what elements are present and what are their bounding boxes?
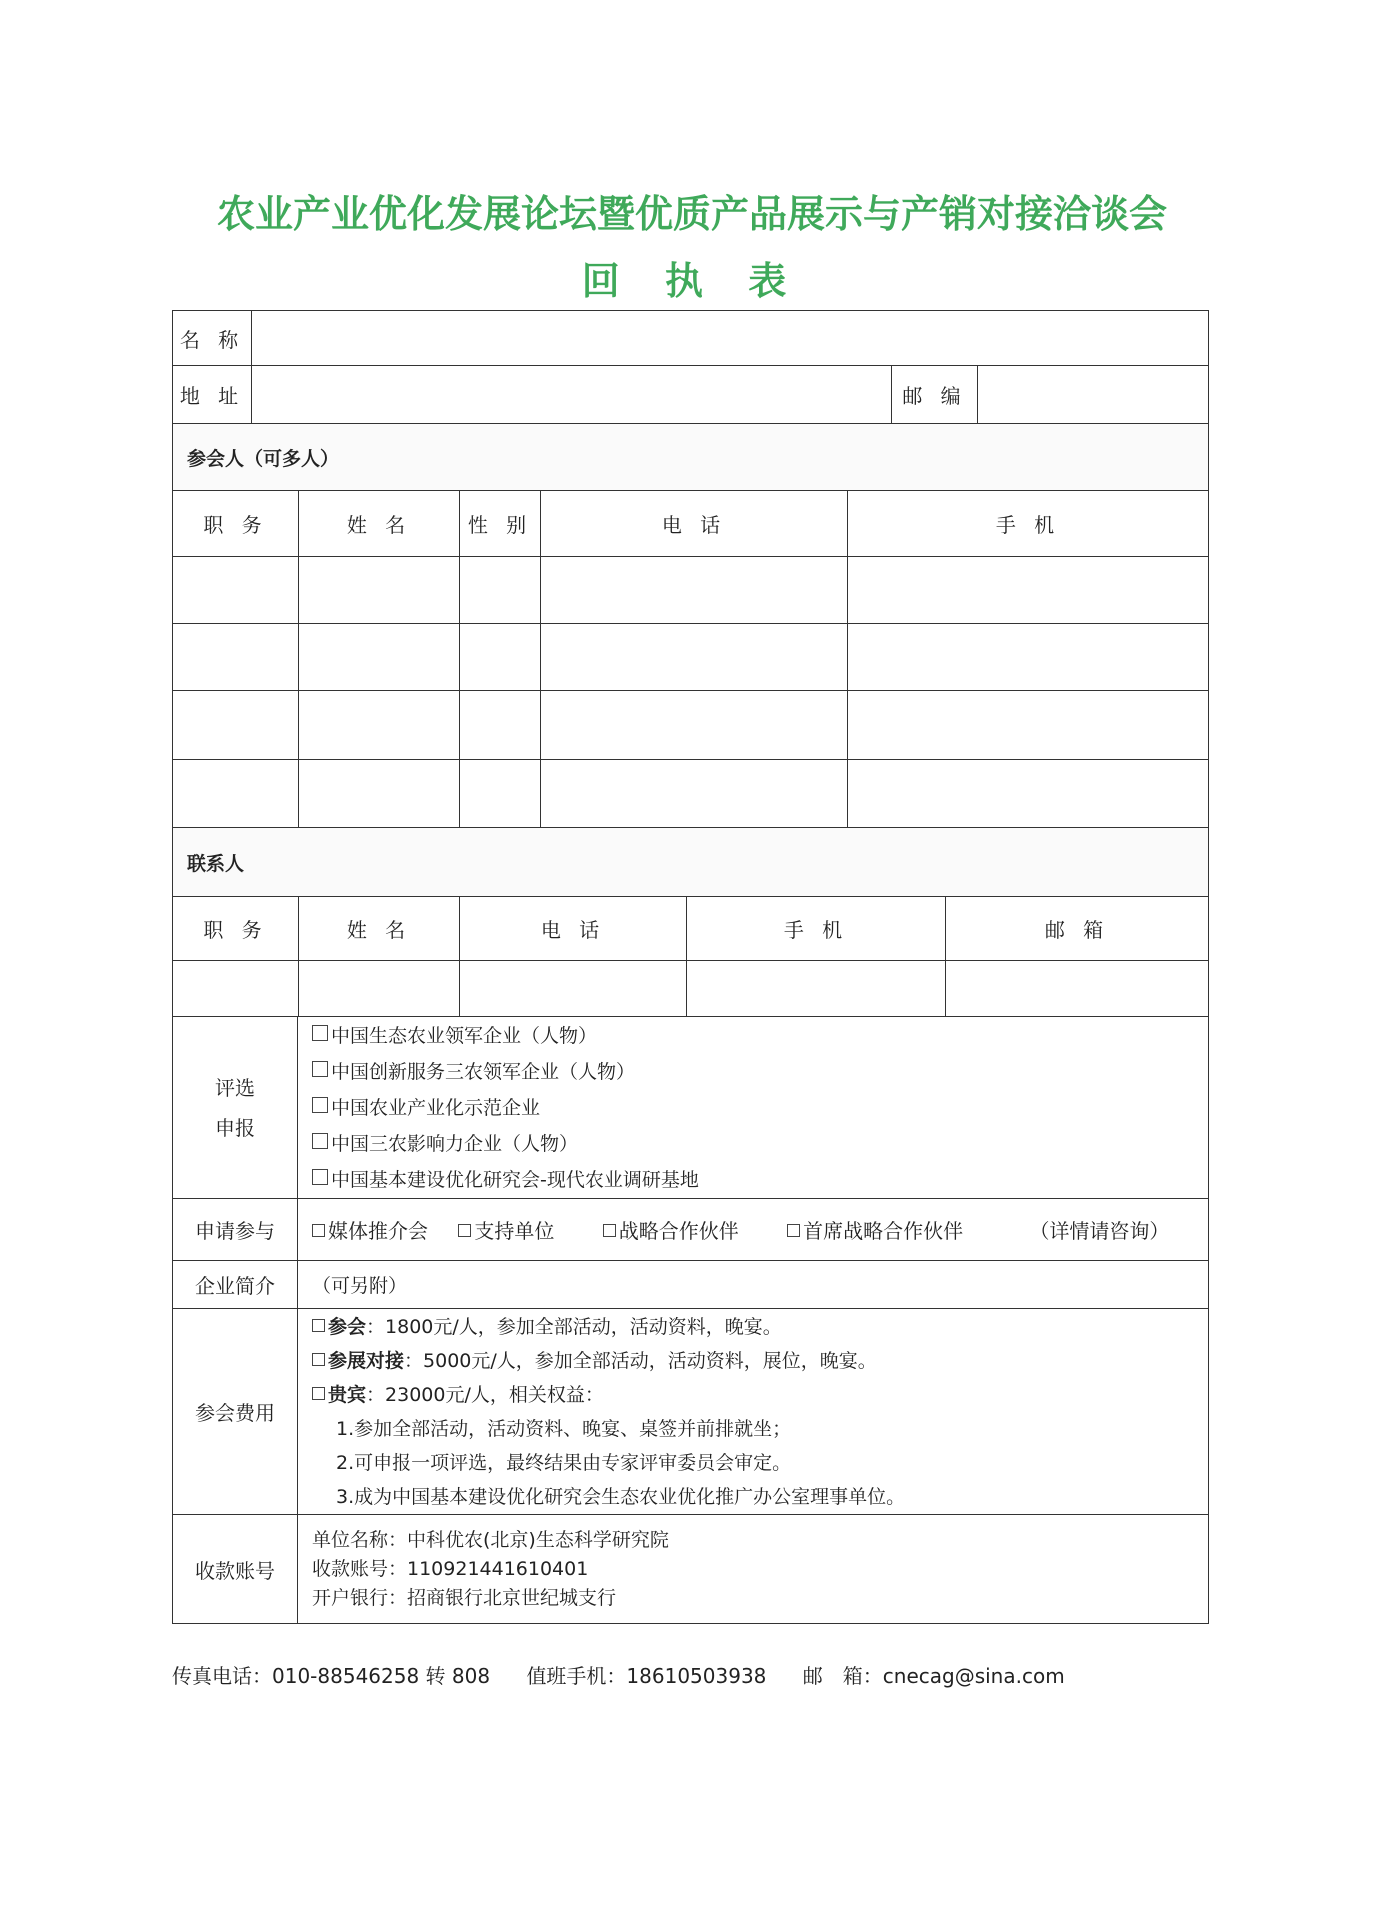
apply-option-label: 媒体推介会 [328,1219,428,1243]
attendee-header-gender: 性 别 [460,491,541,557]
selection-option-label: 中国三农影响力企业（人物） [331,1132,579,1155]
apply-note: （详情请咨询） [1029,1219,1170,1243]
attendee-phone-cell[interactable] [541,624,848,691]
attendee-name-cell[interactable] [299,691,460,760]
checkbox-icon[interactable] [312,1224,325,1237]
account-line: 开户银行：招商银行北京世纪城支行 [312,1586,617,1609]
fee-item-name: 参展对接 [328,1349,405,1372]
contact-row [173,961,1209,1017]
checkbox-icon[interactable] [787,1224,800,1237]
address-label: 地 址 [173,366,252,424]
attendee-phone-cell[interactable] [541,691,848,760]
checkbox-icon[interactable] [603,1224,616,1237]
footer-contact [172,1660,1095,1689]
attendee-name-cell[interactable] [299,624,460,691]
attendee-phone-cell[interactable] [541,557,848,624]
selection-option-label: 中国创新服务三农领军企业（人物） [331,1060,636,1083]
form-subtitle: 回 执 表 [581,258,803,303]
org-info-table [172,310,1209,424]
fees-details [298,1309,1209,1515]
postcode-label: 邮 编 [892,366,978,424]
fee-item-name: 贵宾 [328,1383,367,1406]
attendee-mobile-cell[interactable] [848,691,1209,760]
apply-label: 申请参与 [173,1199,298,1261]
selection-option[interactable] [298,1018,1208,1054]
attendee-position-cell[interactable] [173,760,299,828]
attendee-gender-cell[interactable] [460,557,541,624]
fee-item[interactable] [298,1310,1208,1344]
checkbox-icon[interactable] [458,1224,471,1237]
attendee-gender-cell[interactable] [460,760,541,828]
apply-option-label: 首席战略合作伙伴 [803,1219,964,1243]
attendee-gender-cell[interactable] [460,691,541,760]
attendee-mobile-cell[interactable] [848,624,1209,691]
name-label: 名 称 [173,311,252,366]
fax-number: 传真电话：010-88546258 转 808 [172,1664,491,1688]
selection-option[interactable] [298,1090,1208,1126]
apply-option[interactable] [787,1215,1023,1244]
selection-option[interactable] [298,1054,1208,1090]
contact-email: 邮 箱：cnecag@sina.com [802,1664,1065,1688]
attendee-header-phone: 电 话 [541,491,848,557]
attendee-position-cell[interactable] [173,624,299,691]
contact-header-name: 姓 名 [299,897,460,961]
attendee-name-cell[interactable] [299,760,460,828]
attendee-row [173,624,1209,691]
checkbox-icon[interactable] [312,1353,325,1366]
selection-label [173,1017,298,1199]
fee-benefit: 2.可申报一项评选，最终结果由专家评审委员会审定。 [336,1451,792,1474]
attendee-row [173,557,1209,624]
address-field[interactable] [252,366,892,424]
contact-section-label: 联系人 [173,828,1209,897]
attendee-mobile-cell[interactable] [848,557,1209,624]
selection-label-line2: 申报 [215,1115,255,1140]
apply-option[interactable] [603,1215,781,1244]
contact-header-position: 职 务 [173,897,299,961]
contact-name-cell[interactable] [299,961,460,1017]
selection-options [298,1017,1209,1199]
checkbox-icon[interactable] [312,1133,328,1149]
contact-header-mobile: 手 机 [687,897,946,961]
form-title: 农业产业优化发展论坛暨优质产品展示与产销对接洽谈会 [216,191,1167,236]
attendee-phone-cell[interactable] [541,760,848,828]
attendee-header-mobile: 手 机 [848,491,1209,557]
fee-item-text: ：1800元/人，参加全部活动，活动资料，晚宴。 [366,1315,782,1338]
intro-note[interactable]: （可另附） [298,1261,1209,1309]
apply-option-label: 支持单位 [474,1219,555,1243]
checkbox-icon[interactable] [312,1169,328,1185]
fee-benefit: 1.参加全部活动，活动资料、晚宴、桌签并前排就坐； [336,1417,792,1440]
fee-item-name: 参会 [328,1315,367,1338]
attendee-row [173,760,1209,828]
fee-item-text: ：5000元/人，参加全部活动，活动资料，展位，晚宴。 [404,1349,877,1372]
intro-label: 企业简介 [173,1261,298,1309]
apply-option[interactable] [458,1215,596,1244]
contact-mobile-cell[interactable] [687,961,946,1017]
selection-option-label: 中国基本建设优化研究会-现代农业调研基地 [331,1168,699,1191]
checkbox-icon[interactable] [312,1097,328,1113]
attendee-position-cell[interactable] [173,691,299,760]
checkbox-icon[interactable] [312,1025,328,1041]
fee-benefit: 3.成为中国基本建设优化研究会生态农业优化推广办公室理事单位。 [336,1485,906,1508]
attendee-mobile-cell[interactable] [848,760,1209,828]
attendee-row [173,691,1209,760]
contact-email-cell[interactable] [946,961,1209,1017]
checkbox-icon[interactable] [312,1319,325,1332]
attendee-table [172,423,1209,828]
contact-position-cell[interactable] [173,961,299,1017]
apply-option-label: 战略合作伙伴 [618,1219,739,1243]
contact-header-phone: 电 话 [460,897,687,961]
postcode-field[interactable] [978,366,1209,424]
selection-label-line1: 评选 [215,1075,255,1100]
fees-label: 参会费用 [173,1309,298,1515]
attendee-header-position: 职 务 [173,491,299,557]
account-label: 收款账号 [173,1515,298,1624]
contact-table [172,827,1209,1017]
name-field[interactable] [252,311,1209,366]
attendee-section-label: 参会人（可多人） [173,424,1209,491]
checkbox-icon[interactable] [312,1387,325,1400]
fee-item[interactable] [298,1378,1208,1412]
selection-option-label: 中国农业产业化示范企业 [331,1096,541,1119]
apply-options [298,1199,1209,1261]
account-line: 收款账号：110921441610401 [312,1557,589,1580]
attendee-header-name: 姓 名 [299,491,460,557]
details-table [172,1016,1209,1624]
fee-item[interactable] [298,1344,1208,1378]
contact-header-email: 邮 箱 [946,897,1209,961]
checkbox-icon[interactable] [312,1061,328,1077]
duty-mobile: 值班手机：18610503938 [526,1664,767,1688]
attendee-name-cell[interactable] [299,557,460,624]
selection-option-label: 中国生态农业领军企业（人物） [331,1024,598,1047]
attendee-position-cell[interactable] [173,557,299,624]
account-line: 单位名称：中科优农(北京)生态科学研究院 [312,1528,669,1551]
attendee-gender-cell[interactable] [460,624,541,691]
fee-item-text: ：23000元/人，相关权益： [366,1383,604,1406]
apply-option[interactable] [312,1215,452,1244]
account-details [298,1515,1209,1624]
contact-phone-cell[interactable] [460,961,687,1017]
selection-option[interactable] [298,1126,1208,1162]
selection-option[interactable] [298,1162,1208,1198]
